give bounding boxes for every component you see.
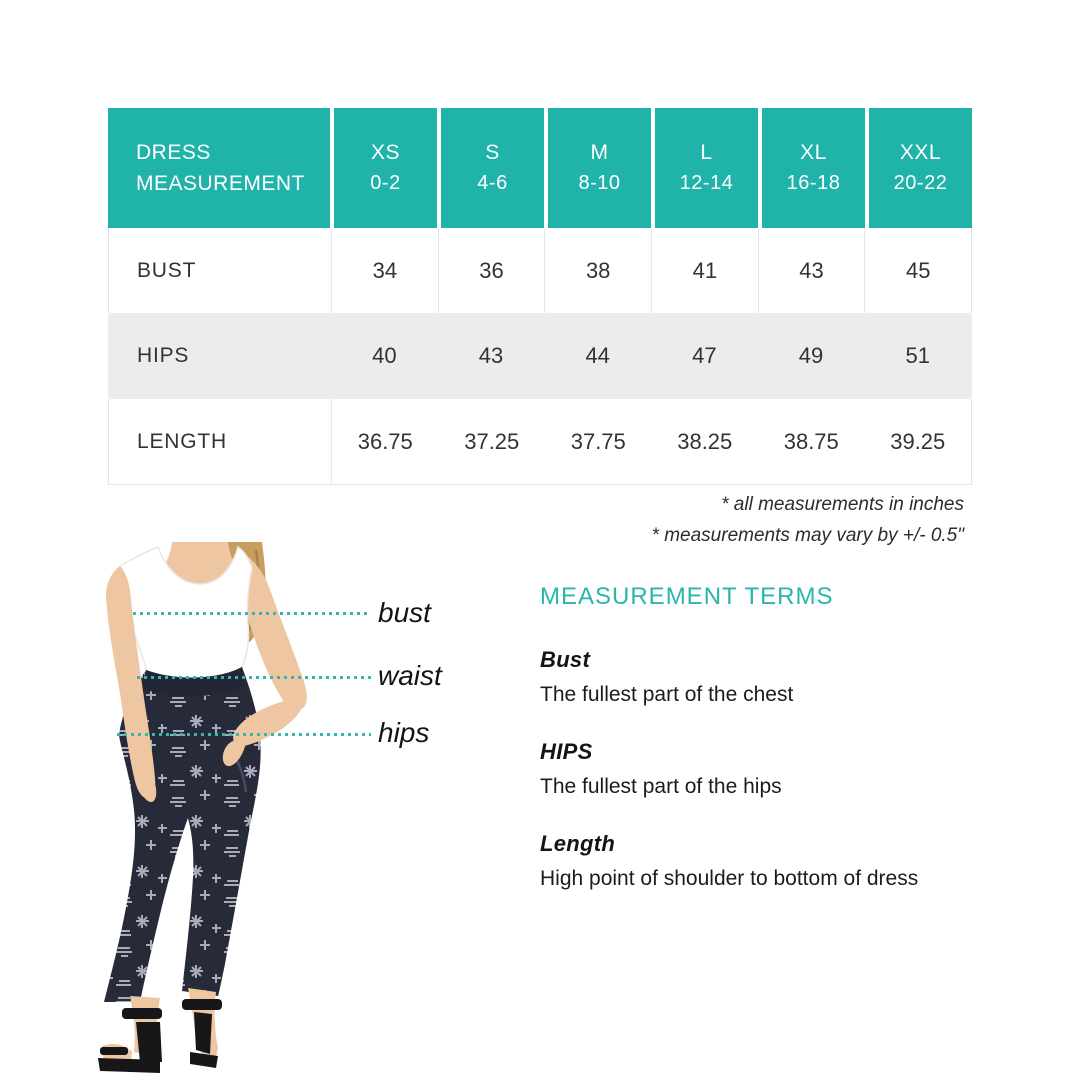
cell-hips-xxl: 51 [905,343,930,368]
model-illustration [60,540,320,1080]
cell-length-xl: 38.75 [783,428,839,454]
cell-hips-l: 47 [692,343,717,368]
term-bust [540,647,970,708]
cell-bust-xl: 43 [758,228,865,313]
cell-hips-xs: 40 [372,343,397,368]
header-cell-m [544,108,651,228]
waist-line-label: waist [378,660,442,691]
size-range: 12-14 [679,172,734,194]
right-shoe [182,999,222,1068]
cell-bust-xxl: 45 [864,228,971,313]
waist-dotted-line [137,676,371,679]
header-cell-xl [758,108,865,228]
header-cell-l [651,108,758,228]
term-length [540,831,970,892]
term-name: Bust [540,647,591,672]
size-name: S [485,141,500,164]
cell-bust-m: 38 [544,228,651,313]
left-shoe [98,1008,162,1073]
size-range: 4-6 [477,172,508,194]
size-name: XXL [899,141,942,164]
row-label: LENGTH [137,429,227,453]
cell-length-s: 37.25 [464,428,520,454]
term-definition: High point of shoulder to bottom of dress [540,867,919,890]
table-row-bust [108,228,972,313]
size-range: 16-18 [786,172,841,194]
footnote-variance: * measurements may vary by +/- 0.5" [651,525,964,546]
terms-title: MEASUREMENT TERMS [540,583,834,610]
size-name: XL [800,141,827,164]
term-definition: The fullest part of the hips [540,775,782,798]
cell-hips-xl: 49 [798,343,824,368]
cell-length-l: 38.25 [677,428,733,454]
size-range: 0-2 [370,172,401,194]
term-hips [540,739,970,800]
header-label: DRESS MEASUREMENT [136,141,305,195]
table-row-length [108,399,972,485]
term-name: HIPS [540,739,593,764]
cell-bust-l: 41 [651,228,758,313]
cell-length-xs: 36.75 [331,399,439,484]
size-chart-table [108,108,972,485]
cell-length-m: 37.75 [570,428,626,454]
measurement-terms-section [540,583,970,923]
footnote-inches: * all measurements in inches [721,494,964,515]
size-name: M [590,141,609,164]
table-row-hips [108,313,972,399]
hips-dotted-line [117,733,371,736]
cell-length-xxl: 39.25 [890,428,946,454]
size-name: XS [370,141,400,164]
header-cell-xxl [865,108,972,228]
size-range: 8-10 [578,172,621,194]
model-photo [60,540,320,1080]
bust-dotted-line [133,612,371,615]
size-name: L [700,141,713,164]
cell-hips-s: 43 [478,343,504,368]
size-range: 20-22 [893,172,948,194]
row-label: BUST [137,258,197,282]
term-name: Length [540,831,616,856]
header-cell-dress-measurement [108,108,330,228]
header-cell-xs [330,108,437,228]
row-label: HIPS [137,344,190,367]
header-cell-s [437,108,544,228]
cell-hips-m: 44 [585,343,610,368]
bust-line-label: bust [378,597,431,628]
cell-bust-s: 36 [438,228,545,313]
hips-line-label: hips [378,717,430,748]
cell-bust-xs: 34 [331,228,438,313]
term-definition: The fullest part of the chest [540,683,794,706]
table-header-row [108,108,972,228]
